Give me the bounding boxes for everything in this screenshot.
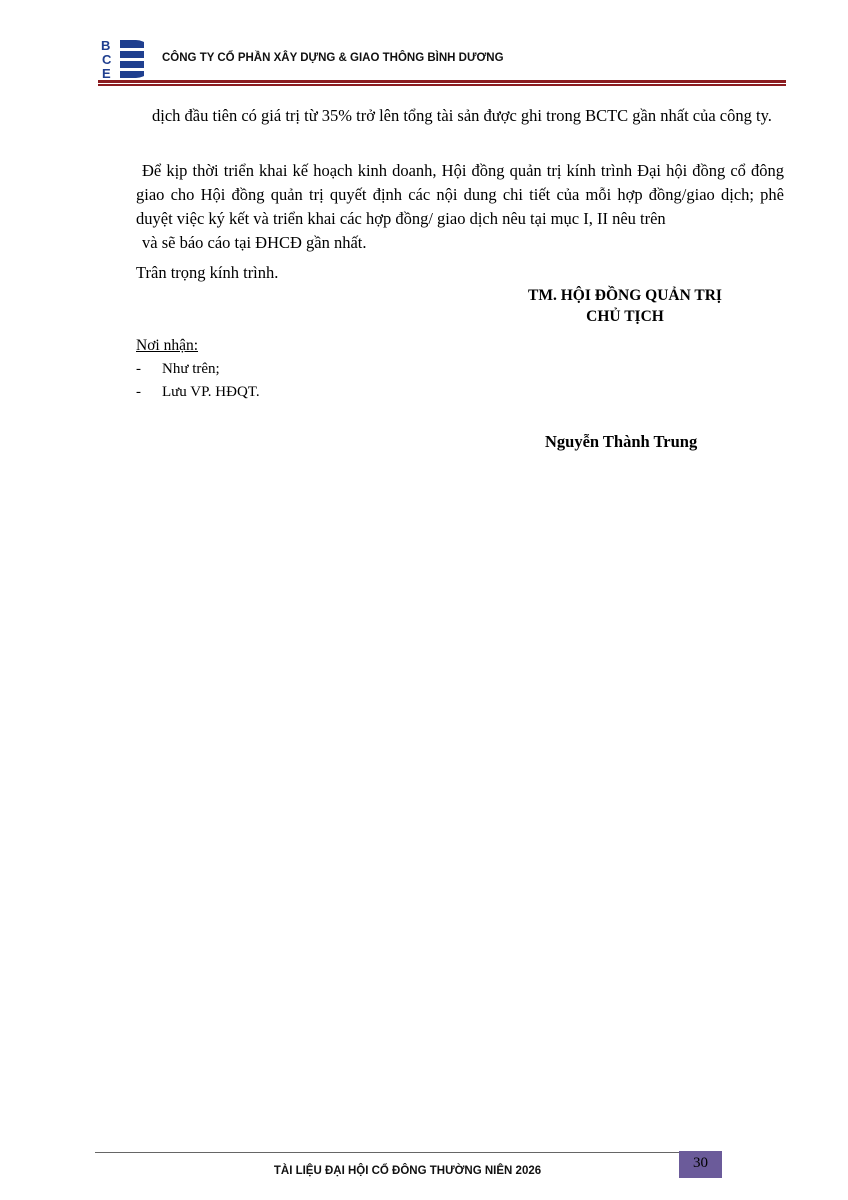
logo-letter-b: B <box>101 38 111 53</box>
main-paragraph <box>136 159 784 255</box>
signature-title: TM. HỘI ĐỒNG QUẢN TRỊ <box>528 287 722 304</box>
logo-letter-e: E <box>102 66 111 80</box>
logo-letter-c: C <box>102 52 112 67</box>
bullet-dash: - <box>136 361 141 377</box>
signature-position: CHỦ TỊCH <box>586 308 664 325</box>
recipient-item <box>136 384 260 401</box>
continuation-text: dịch đầu tiên có giá trị từ 35% trở lên tổng tài sản được ghi trong BCTC gần nhất của công ty. <box>152 106 772 125</box>
header-rule-thick <box>98 80 786 83</box>
bullet-dash: - <box>136 384 141 400</box>
main-paragraph-last-line: và sẽ báo cáo tại ĐHCĐ gần nhất. <box>142 233 367 252</box>
company-logo <box>98 38 144 80</box>
recipient-text: Lưu VP. HĐQT. <box>162 384 260 400</box>
page-number: 30 <box>679 1151 722 1178</box>
header-rule-thin <box>98 84 786 86</box>
page-header <box>98 36 786 84</box>
recipient-text: Như trên; <box>162 361 220 377</box>
footer-title: TÀI LIỆU ĐẠI HỘI CỔ ĐÔNG THƯỜNG NIÊN 2026 <box>273 1165 542 1177</box>
recipients-label: Nơi nhận: <box>136 337 199 354</box>
company-name: CÔNG TY CỔ PHẦN XÂY DỰNG & GIAO THÔNG BÌNH DƯƠNG <box>162 52 504 64</box>
recipient-item <box>136 361 220 378</box>
main-paragraph-text: Để kịp thời triển khai kế hoạch kinh doanh, Hội đồng quản trị kính trình Đại hội đồng cổ đông giao cho Hội đồng quản trị quyết định các nội dung chi tiết của mỗi hợp đồng/giao dịch; phê duyệt việc ký kết và triển khai các hợp đồng/ giao dịch nêu tại mục I, II nêu trên <box>136 161 784 228</box>
footer-rule <box>95 1152 720 1153</box>
closing-text: Trân trọng kính trình. <box>136 263 279 282</box>
signer-name: Nguyễn Thành Trung <box>545 432 698 451</box>
